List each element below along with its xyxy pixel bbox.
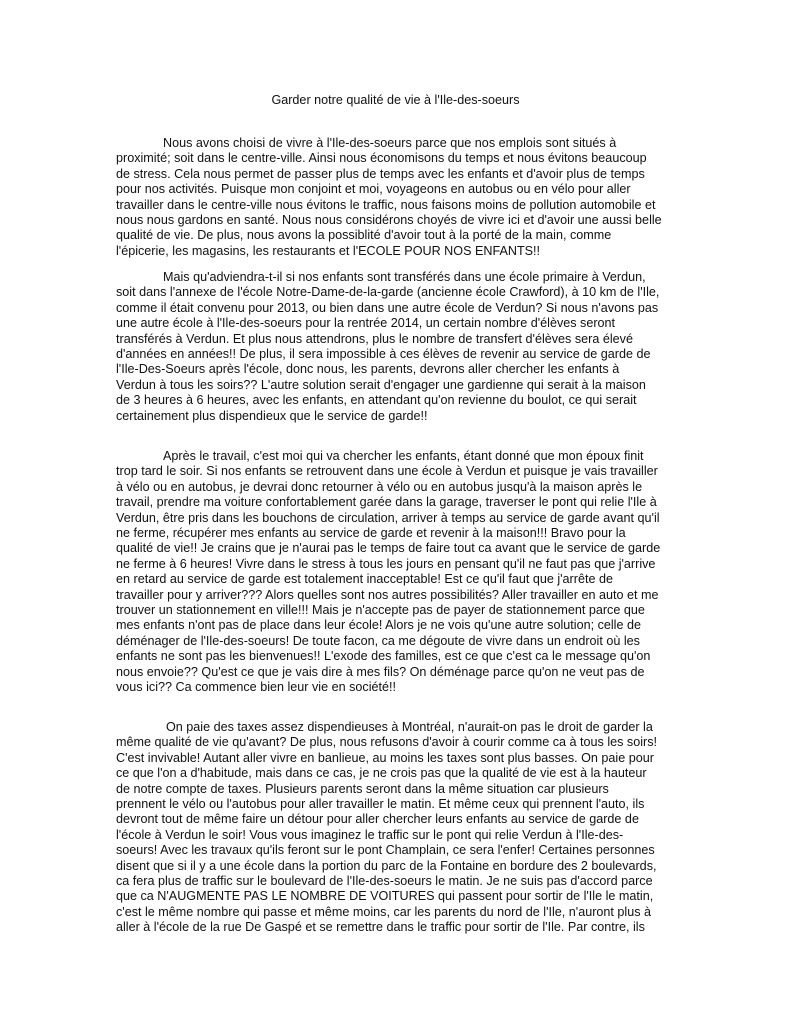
paragraph-line: travailler pour y arriver??? Alors quelles sont nos autres possibilités? Aller travailler en auto et me (116, 587, 659, 602)
paragraph-line: l'Ile-Des-Soeurs après l'école, donc nous, les parents, devrons aller chercher les enfants à (116, 362, 620, 377)
paragraph-line: qualité de vie!! Je crains que je n'aurai pas le temps de faire tout ca avant que le service de garde (116, 541, 661, 556)
paragraph-line: Après le travail, c'est moi qui va chercher les enfants, étant donné que mon époux finit (163, 449, 644, 463)
paragraph-line: soeurs! Avec les travaux qu'ils feront sur le pont Champlain, ce sera l'enfer! Certaines personnes (116, 843, 655, 858)
paragraph-line: à vélo ou en autobus, je devrai donc retourner à vélo ou en autobus jusqu'à la maison après le (116, 479, 643, 494)
paragraph-4 (116, 720, 676, 936)
paragraph-line: une autre école à l'Ile-des-soeurs pour la rentrée 2014, un certain nombre d'élèves seront (116, 316, 616, 331)
paragraph-line: transférés à Verdun. Et plus nous attendrons, plus le nombre de transfert d'élèves sera élevé (116, 331, 633, 346)
paragraph-line: C'est invivable! Autant aller vivre en banlieue, au moins les taxes sont plus basses. On paie pour (116, 750, 654, 765)
paragraph-line: enfants ne sont pas les bienvenues!! L'exode des familles, est ce que c'est ca le message qu'on (116, 649, 651, 664)
paragraph-line: en retard au service de garde est totalement inacceptable! Est ce qu'il faut que j'arrête de (116, 572, 613, 587)
paragraph-line: Verdun à tous les soirs?? L'autre solution serait d'engager une gardienne qui serait à la maison (116, 377, 646, 392)
paragraph-line: l'école à Verdun le soir! Vous vous imaginez le traffic sur le pont qui relie Verdun à l'Ile-des- (116, 827, 624, 842)
paragraph-line: comme il était convenu pour 2013, ou bien dans une autre école de Verdun? Si nous n'avons pas (116, 300, 659, 315)
paragraph-line: l'épicerie, les magasins, les restaurants et l'ECOLE POUR NOS ENFANTS!! (116, 243, 541, 258)
paragraph-line: travailler dans le centre-ville nous évitons le traffic, nous faisons moins de pollution automobile et (116, 197, 656, 212)
document-title: Garder notre qualité de vie à l'Ile-des-soeurs (271, 93, 520, 107)
paragraph-line: disent que si il y a une école dans la portion du parc de la Fontaine en bordure des 2 boulevards, (116, 858, 657, 873)
paragraph-2 (116, 270, 676, 424)
paragraph-line: travail, prendre ma voiture confortablement garée dans la garage, traverser le pont qui relie l'Ile à (116, 495, 657, 510)
paragraph-line: certainement plus dispendieux que le service de garde!! (116, 408, 428, 423)
paragraph-3 (116, 449, 676, 696)
paragraph-line: ca fera plus de traffic sur le boulevard de l'Ile-des-soeurs le matin. Je ne suis pas d'accord parce (116, 874, 653, 889)
paragraph-line: Verdun, être pris dans les bouchons de circulation, arriver à temps au service de garde avant qu'il (116, 510, 660, 525)
paragraph-line: nous nous gardons en santé. Nous nous considérons choyés de vivre ici et d'avoir une aussi belle (116, 213, 662, 228)
paragraph-line: de notre compte de taxes. Plusieurs parents seront dans la même situation car plusieurs (116, 781, 609, 796)
paragraph-line: Mais qu'adviendra-t-il si nos enfants sont transférés dans une école primaire à Verdun, (163, 270, 646, 284)
paragraph-line: que ca N'AUGMENTE PAS LE NOMBRE DE VOITURES qui passent pour sortir de l'Ile le matin, (116, 889, 654, 904)
paragraph-line: prennent le vélo ou l'autobus pour aller travailler le matin. Et même ceux qui prennent l'auto, ils (116, 797, 645, 812)
paragraph-line: soit dans l'annexe de l'école Notre-Dame-de-la-garde (ancienne école Crawford), à 10 km de l'Ile, (116, 285, 660, 300)
paragraph-line: qualité de vie. De plus, nous avons la possiblité d'avoir tout à la porté de la main, comme (116, 228, 612, 243)
paragraph-line: même qualité de vie qu'avant? De plus, nous refusons d'avoir à courir comme ca à tous les soirs! (116, 735, 658, 750)
paragraph-line: aller à l'école de la rue De Gaspé et se remettre dans le traffic pour sortir de l'Ile. Par contre, ils (116, 920, 645, 935)
paragraph-line: trouver un stationnement en ville!!! Mais je n'accepte pas de payer de stationnement parce que (116, 603, 645, 618)
paragraph-line: déménager de l'Ile-des-soeurs! De toute facon, ca me dégoute de vivre dans un endroit où les (116, 633, 640, 648)
paragraph-line: de 3 heures à 6 heures, avec les enfants, en attendant qu'on revienne du boulot, ce qui serait (116, 393, 637, 408)
paragraph-line: ne ferme à 6 heures! Vivre dans le stress à tous les jours en pensant qu'il ne faut pas que j'arrive (116, 556, 656, 571)
paragraph-line: trop tard le soir. Si nos enfants se retrouvent dans une école à Verdun et puisque je vais travailler (116, 464, 658, 479)
paragraph-line: mes enfants n'ont pas de place dans leur école! Alors je ne vois qu'une autre solution; celle de (116, 618, 641, 633)
paragraph-line: ce que l'on a d'habitude, mais dans ce cas, je ne crois pas que la qualité de vie est à la hauteur (116, 766, 647, 781)
paragraph-line: c'est le même nombre qui passe et même moins, car les parents du nord de l'Ile, n'auront plus à (116, 904, 652, 919)
paragraph-line: vous ici?? Ca commence bien leur vie en société!! (116, 680, 397, 695)
paragraph-line: de stress. Cela nous permet de passer plus de temps avec les enfants et d'avoir plus de temps (116, 166, 645, 181)
paragraph-line: nous envoie?? Qu'est ce que je vais dire à mes fils? On déménage parce qu'on ne veut pas de (116, 664, 645, 679)
paragraph-line: ne ferme, récupérer mes enfants au service de garde et revenir à la maison!!! Bravo pour la (116, 526, 626, 541)
paragraph-line: proximité; soit dans le centre-ville. Ainsi nous économisons du temps et nous évitons beaucoup (116, 151, 647, 166)
paragraph-line: devront tout de même faire un détour pour aller chercher leurs enfants au service de garde de (116, 812, 639, 827)
paragraph-line: On paie des taxes assez dispendieuses à Montréal, n'aurait-on pas le droit de garder la (166, 720, 653, 734)
paragraph-line: d'années en années!! De plus, il sera impossible à ces élèves de revenir au service de garde de (116, 347, 651, 362)
paragraph-line: pour nos activités. Puisque mon conjoint et moi, voyageons en autobus ou en vélo pour aller (116, 182, 631, 197)
paragraph-line: Nous avons choisi de vivre à l'Ile-des-soeurs parce que nos emplois sont situés à (163, 136, 617, 150)
paragraph-1 (116, 136, 676, 259)
